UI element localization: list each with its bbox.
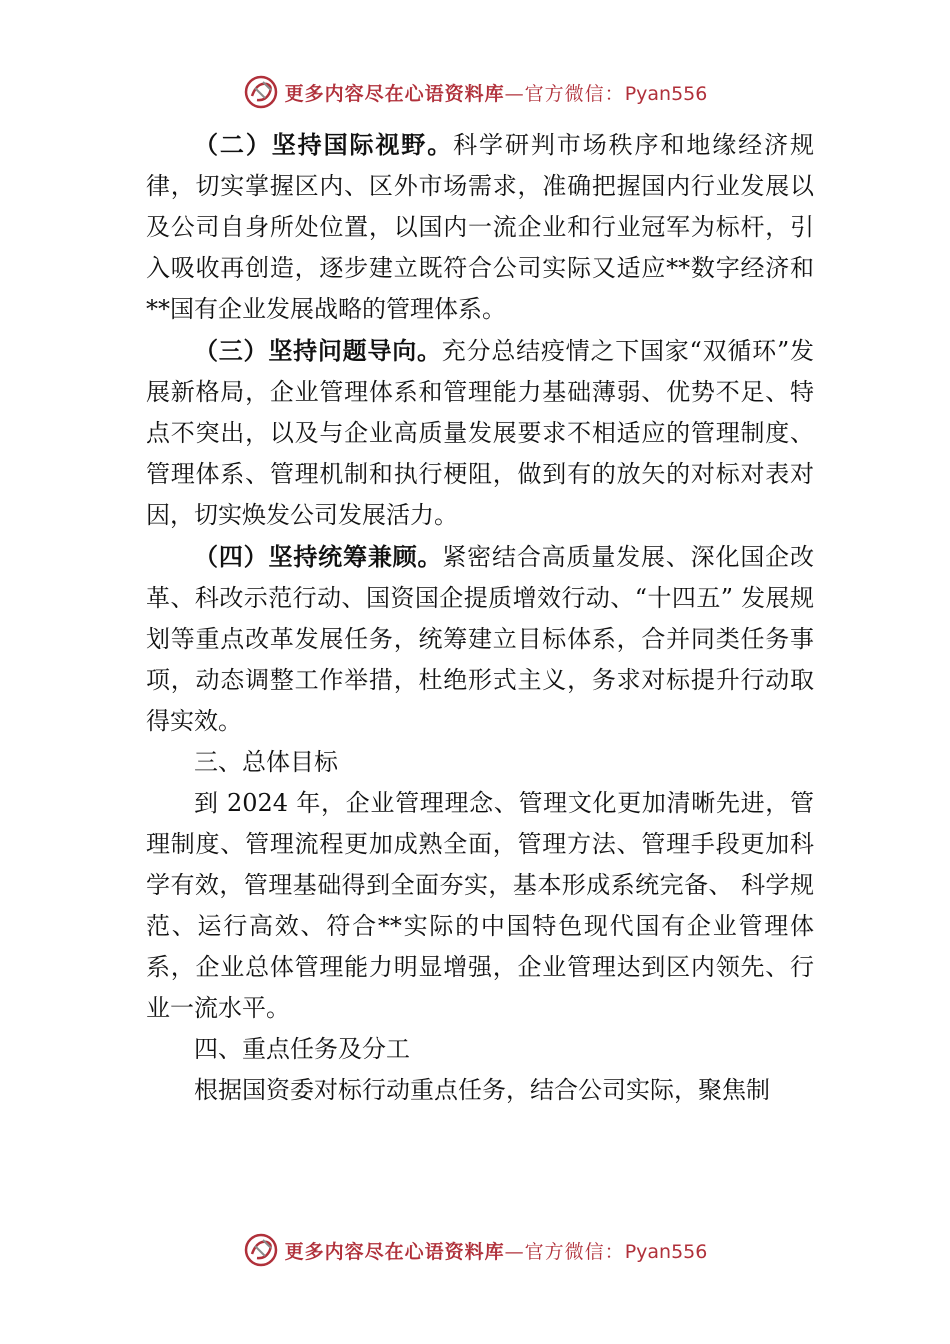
paragraph-problem-oriented: （三）坚持问题导向。充分总结疫情之下国家“双循环”发展新格局，企业管理体系和管理能力基础薄弱、优势不足、特点不突出，以及与企业高质量发展要求不相适应的管理制度、管理体系、管理机制和执行梗阻，做到有的放矢的对标对表对因，切实焕发公司发展活力。	[146, 336, 814, 529]
section-heading-key-tasks: 四、重点任务及分工	[194, 1035, 410, 1063]
section-heading-overall-goals: 三、总体目标	[194, 748, 338, 776]
document-body	[146, 124, 814, 1111]
paragraph-overall-goals: 到 2024 年，企业管理理念、管理文化更加清晰先进，管理制度、管理流程更加成熟全面，管理方法、管理手段更加科学有效，管理基础得到全面夯实，基本形成系统完备、 科学规范、运行高效、符合**实际的中国特色现代国有企业管理体系，企业总体管理能力明显增强，企业管理达到区内领先、行业一流水平。	[146, 789, 814, 1022]
banner-text: 更多内容尽在心语资料库—官方微信：Pyan556	[284, 1240, 708, 1263]
paragraph-overall-planning: （四）坚持统筹兼顾。紧密结合高质量发展、深化国企改革、科改示范行动、国资国企提质增效行动、“十四五” 发展规划等重点改革发展任务，统筹建立目标体系，合并同类任务事项，动态调整工作举措，杜绝形式主义，务求对标提升行动取得实效。	[146, 542, 815, 735]
paragraph-international-vision: （二）坚持国际视野。科学研判市场秩序和地缘经济规律，切实掌握区内、区外市场需求，准确把握国内行业发展以及公司自身所处位置，以国内一流企业和行业冠军为标杆，引入吸收再创造，逐步建立既符合公司实际又适应**数字经济和**国有企业发展战略的管理体系。	[146, 130, 815, 323]
footer-banner	[0, 1230, 950, 1270]
logo-icon	[243, 74, 279, 110]
header-banner	[0, 72, 950, 112]
paragraph-key-tasks: 根据国资委对标行动重点任务，结合公司实际，聚焦制	[194, 1076, 770, 1104]
logo-icon	[243, 1232, 279, 1268]
banner-text: 更多内容尽在心语资料库—官方微信：Pyan556	[284, 82, 708, 105]
